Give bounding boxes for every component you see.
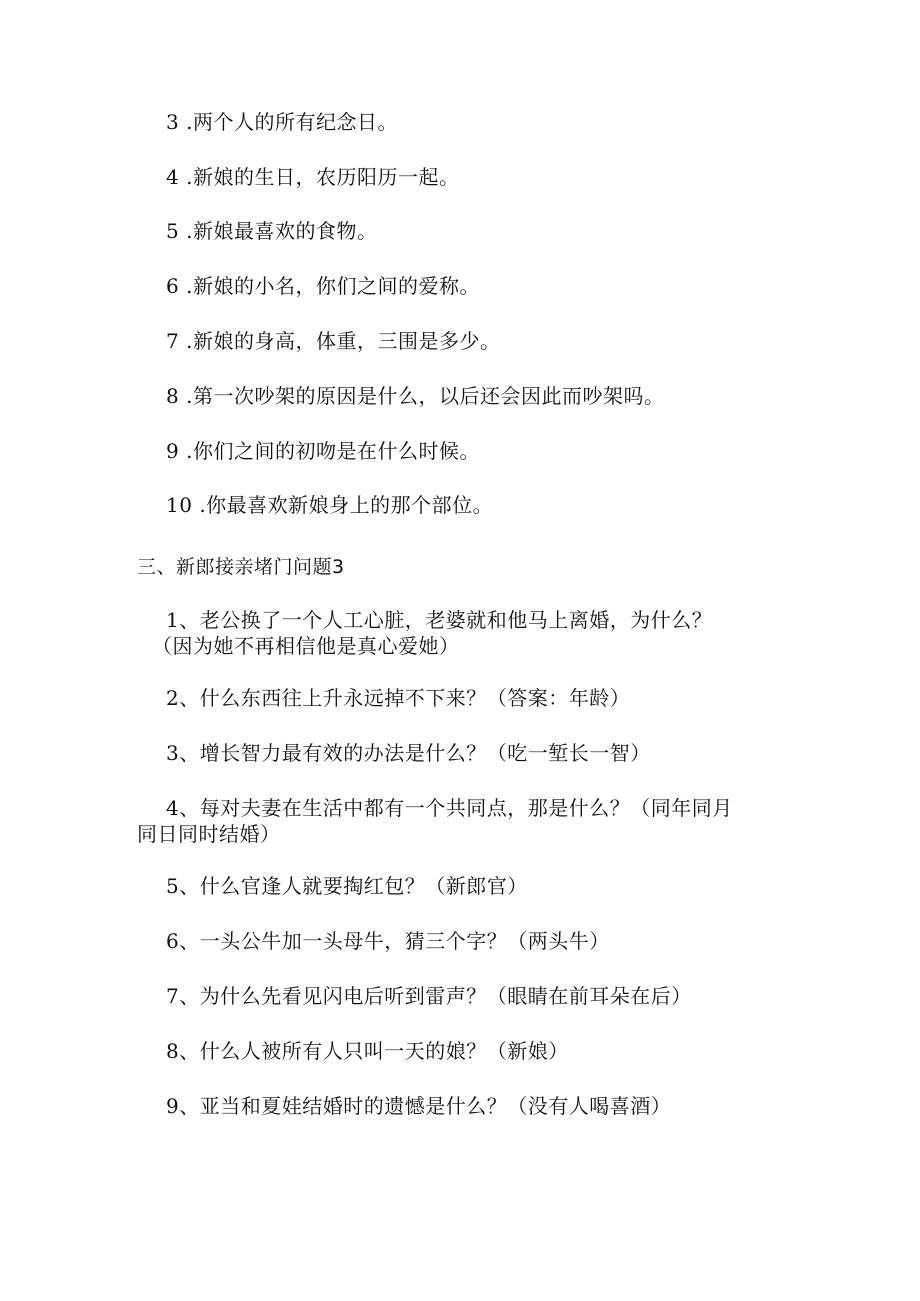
list-item-number: 7 xyxy=(166,329,180,353)
section-heading: 三、新郎接亲堵门问题3 xyxy=(137,556,345,578)
list-item xyxy=(166,382,664,410)
list-item xyxy=(166,217,377,245)
question-4-line-2: 同日同时结婚） xyxy=(137,822,281,846)
list-item-number: 6 xyxy=(166,274,180,298)
list-item xyxy=(166,437,480,465)
question-9: 9、亚当和夏娃结婚时的遗憾是什么？（没有人喝喜酒） xyxy=(166,1094,672,1118)
list-item-number: 4 xyxy=(166,165,180,189)
question-8: 8、什么人被所有人只叫一天的娘？（新娘） xyxy=(166,1039,569,1063)
list-item xyxy=(166,491,493,519)
list-item xyxy=(166,163,459,191)
question-1-line-1: 1、老公换了一个人工心脏，老婆就和他马上离婚，为什么？ xyxy=(166,608,713,632)
list-item-text: .新娘最喜欢的食物。 xyxy=(186,219,378,243)
list-item-text: .新娘的生日，农历阳历一起。 xyxy=(186,165,460,189)
question-1-line-2: （因为她不再相信他是真心爱她） xyxy=(152,634,460,658)
question-7: 7、为什么先看见闪电后听到雷声？（眼睛在前耳朵在后） xyxy=(166,984,692,1008)
list-item xyxy=(166,327,500,355)
list-item-text: .两个人的所有纪念日。 xyxy=(186,110,398,134)
list-item-number: 8 xyxy=(166,384,180,408)
list-item-text: .新娘的身高，体重，三围是多少。 xyxy=(186,329,501,353)
question-6: 6、一头公牛加一头母牛，猜三个字？（两头牛） xyxy=(166,929,610,953)
list-item-text: .第一次吵架的原因是什么，以后还会因此而吵架吗。 xyxy=(186,384,665,408)
question-2: 2、什么东西往上升永远掉不下来？（答案：年龄） xyxy=(166,686,631,710)
list-item-text: .你们之间的初吻是在什么时候。 xyxy=(186,439,480,463)
list-item xyxy=(166,108,398,136)
question-4-line-1: 4、每对夫妻在生活中都有一个共同点，那是什么？（同年同月 xyxy=(166,796,733,820)
list-item-number: 3 xyxy=(166,110,180,134)
list-item-number: 9 xyxy=(166,439,180,463)
list-item-number: 5 xyxy=(166,219,180,243)
list-item-text: .你最喜欢新娘身上的那个部位。 xyxy=(199,493,494,517)
question-5: 5、什么官逢人就要掏红包？（新郎官） xyxy=(166,874,528,898)
question-3: 3、增长智力最有效的办法是什么？（吃一堑长一智） xyxy=(166,741,651,765)
list-item xyxy=(166,272,480,300)
list-item-number: 10 xyxy=(166,493,193,517)
list-item-text: .新娘的小名，你们之间的爱称。 xyxy=(186,274,480,298)
